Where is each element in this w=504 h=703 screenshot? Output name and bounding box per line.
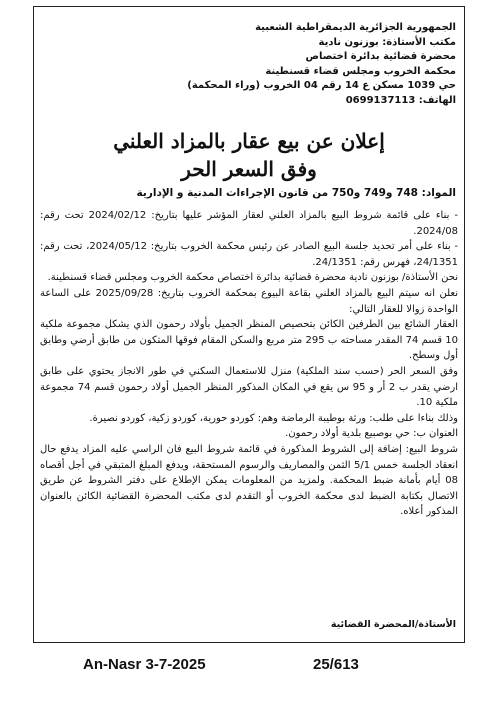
body-paragraph: العنوان ب: حي بوصبيع بلدية أولاد رحمون.: [285, 428, 458, 440]
newspaper-date: An-Nasr 3-7-2025: [83, 656, 206, 673]
body-paragraph: وذلك بناءا على طلب: ورثة بوطيبة الرماضة وهم: كوردو حورية، كوردو زكية، كوردو نصيرة.: [89, 412, 458, 424]
header-line: الهاتف: 0699137113: [345, 94, 456, 106]
body-paragraph: شروط البيع: إضافة إلى الشروط المذكورة في قائمة شروط البيع فان الراسي عليه المزاد يدفع حال انعقاد الجلسة خمس 5/1 الثمن والمصاريف والرسوم المستحقة، ويدفع المبلغ المتبقي في أجل أقصاه 08 أيام بأمانة ضبط المحكمة. ولمزيد من المعلومات يمكن الإطلاع على دفتر الشروط عن طريق الاتصال بكتابة الضبط لدى محكمة الخروب أو التقدم لدى مكتب المحضرة القضائية الكائن بالعنوان المذكور أعلاه.: [40, 443, 458, 518]
header-line: مكتب الأستاذة: بوزنون نادية: [318, 36, 456, 48]
notice-header: [156, 21, 456, 108]
signature: الأستاذة/المحضرة القضائية: [330, 619, 456, 630]
header-line: محضرة قضائية بدائرة اختصاص: [305, 51, 456, 62]
legal-articles: المواد: 748 و749 و750 من قانون الإجراءات المدنية و الإدارية: [136, 187, 456, 199]
notice-body: [40, 208, 458, 520]
notice-title: إعلان عن بيع عقار بالمزاد العلني: [113, 129, 385, 153]
body-paragraph: العقار الشائع بين الطرفين الكائن بتحصيص المنظر الجميل بأولاد رحمون الذي يشكل مجموعة ملكية 10 قسم 74 المقدر مساحته ب 295 متر مربع والسكن المقام فوقها المتكون من طابق أرضي وطابق أول وسطح.: [40, 319, 458, 362]
header-line: محكمة الخروب ومجلس قضاء قسنطينة: [265, 65, 456, 77]
legal-notice: [33, 6, 465, 643]
header-line: حي 1039 مسكن ع 14 رقم 04 الخروب (وراء المحكمة): [187, 80, 456, 91]
body-paragraph: نحن الأستاذة/ بوزنون نادية محضرة قضائية بدائرة اختصاص محكمة الخروب ومجلس قضاء قسنطينة.: [47, 272, 458, 284]
body-paragraph: نعلن انه سيتم البيع بالمزاد العلني بقاعة البيوع بمحكمة الخروب بتاريخ: 2025/09/28 على الساعة الواحدة زوالا للعقار التالي:: [40, 287, 458, 315]
reference-number: 25/613: [313, 656, 359, 673]
body-paragraph: وفق السعر الحر (حسب سند الملكية) منزل للاستعمال السكني في طور الانجاز يحتوي على طابق ارضي يقدر ب 2 أر و 95 س يقع في المكان المذكور المنظر الجميل أولاد رحمون قسم 74 مجموعة ملكية 10.: [40, 365, 458, 409]
body-paragraph: - بناء على قائمة شروط البيع بالمزاد العلني لعقار المؤشر عليها بتاريخ: 2024/02/12 تحت رقم: 2024/08.: [40, 210, 458, 237]
body-paragraph: - بناء على أمر تحديد جلسة البيع الصادر عن رئيس محكمة الخروب بتاريخ: 2024/05/12، تحت رقم: 24/1351، فهرس رقم: 24/1351.: [40, 241, 459, 268]
notice-subtitle: وفق السعر الحر: [181, 157, 317, 181]
header-line: الجمهورية الجزائرية الديمقراطية الشعبية: [255, 22, 456, 33]
